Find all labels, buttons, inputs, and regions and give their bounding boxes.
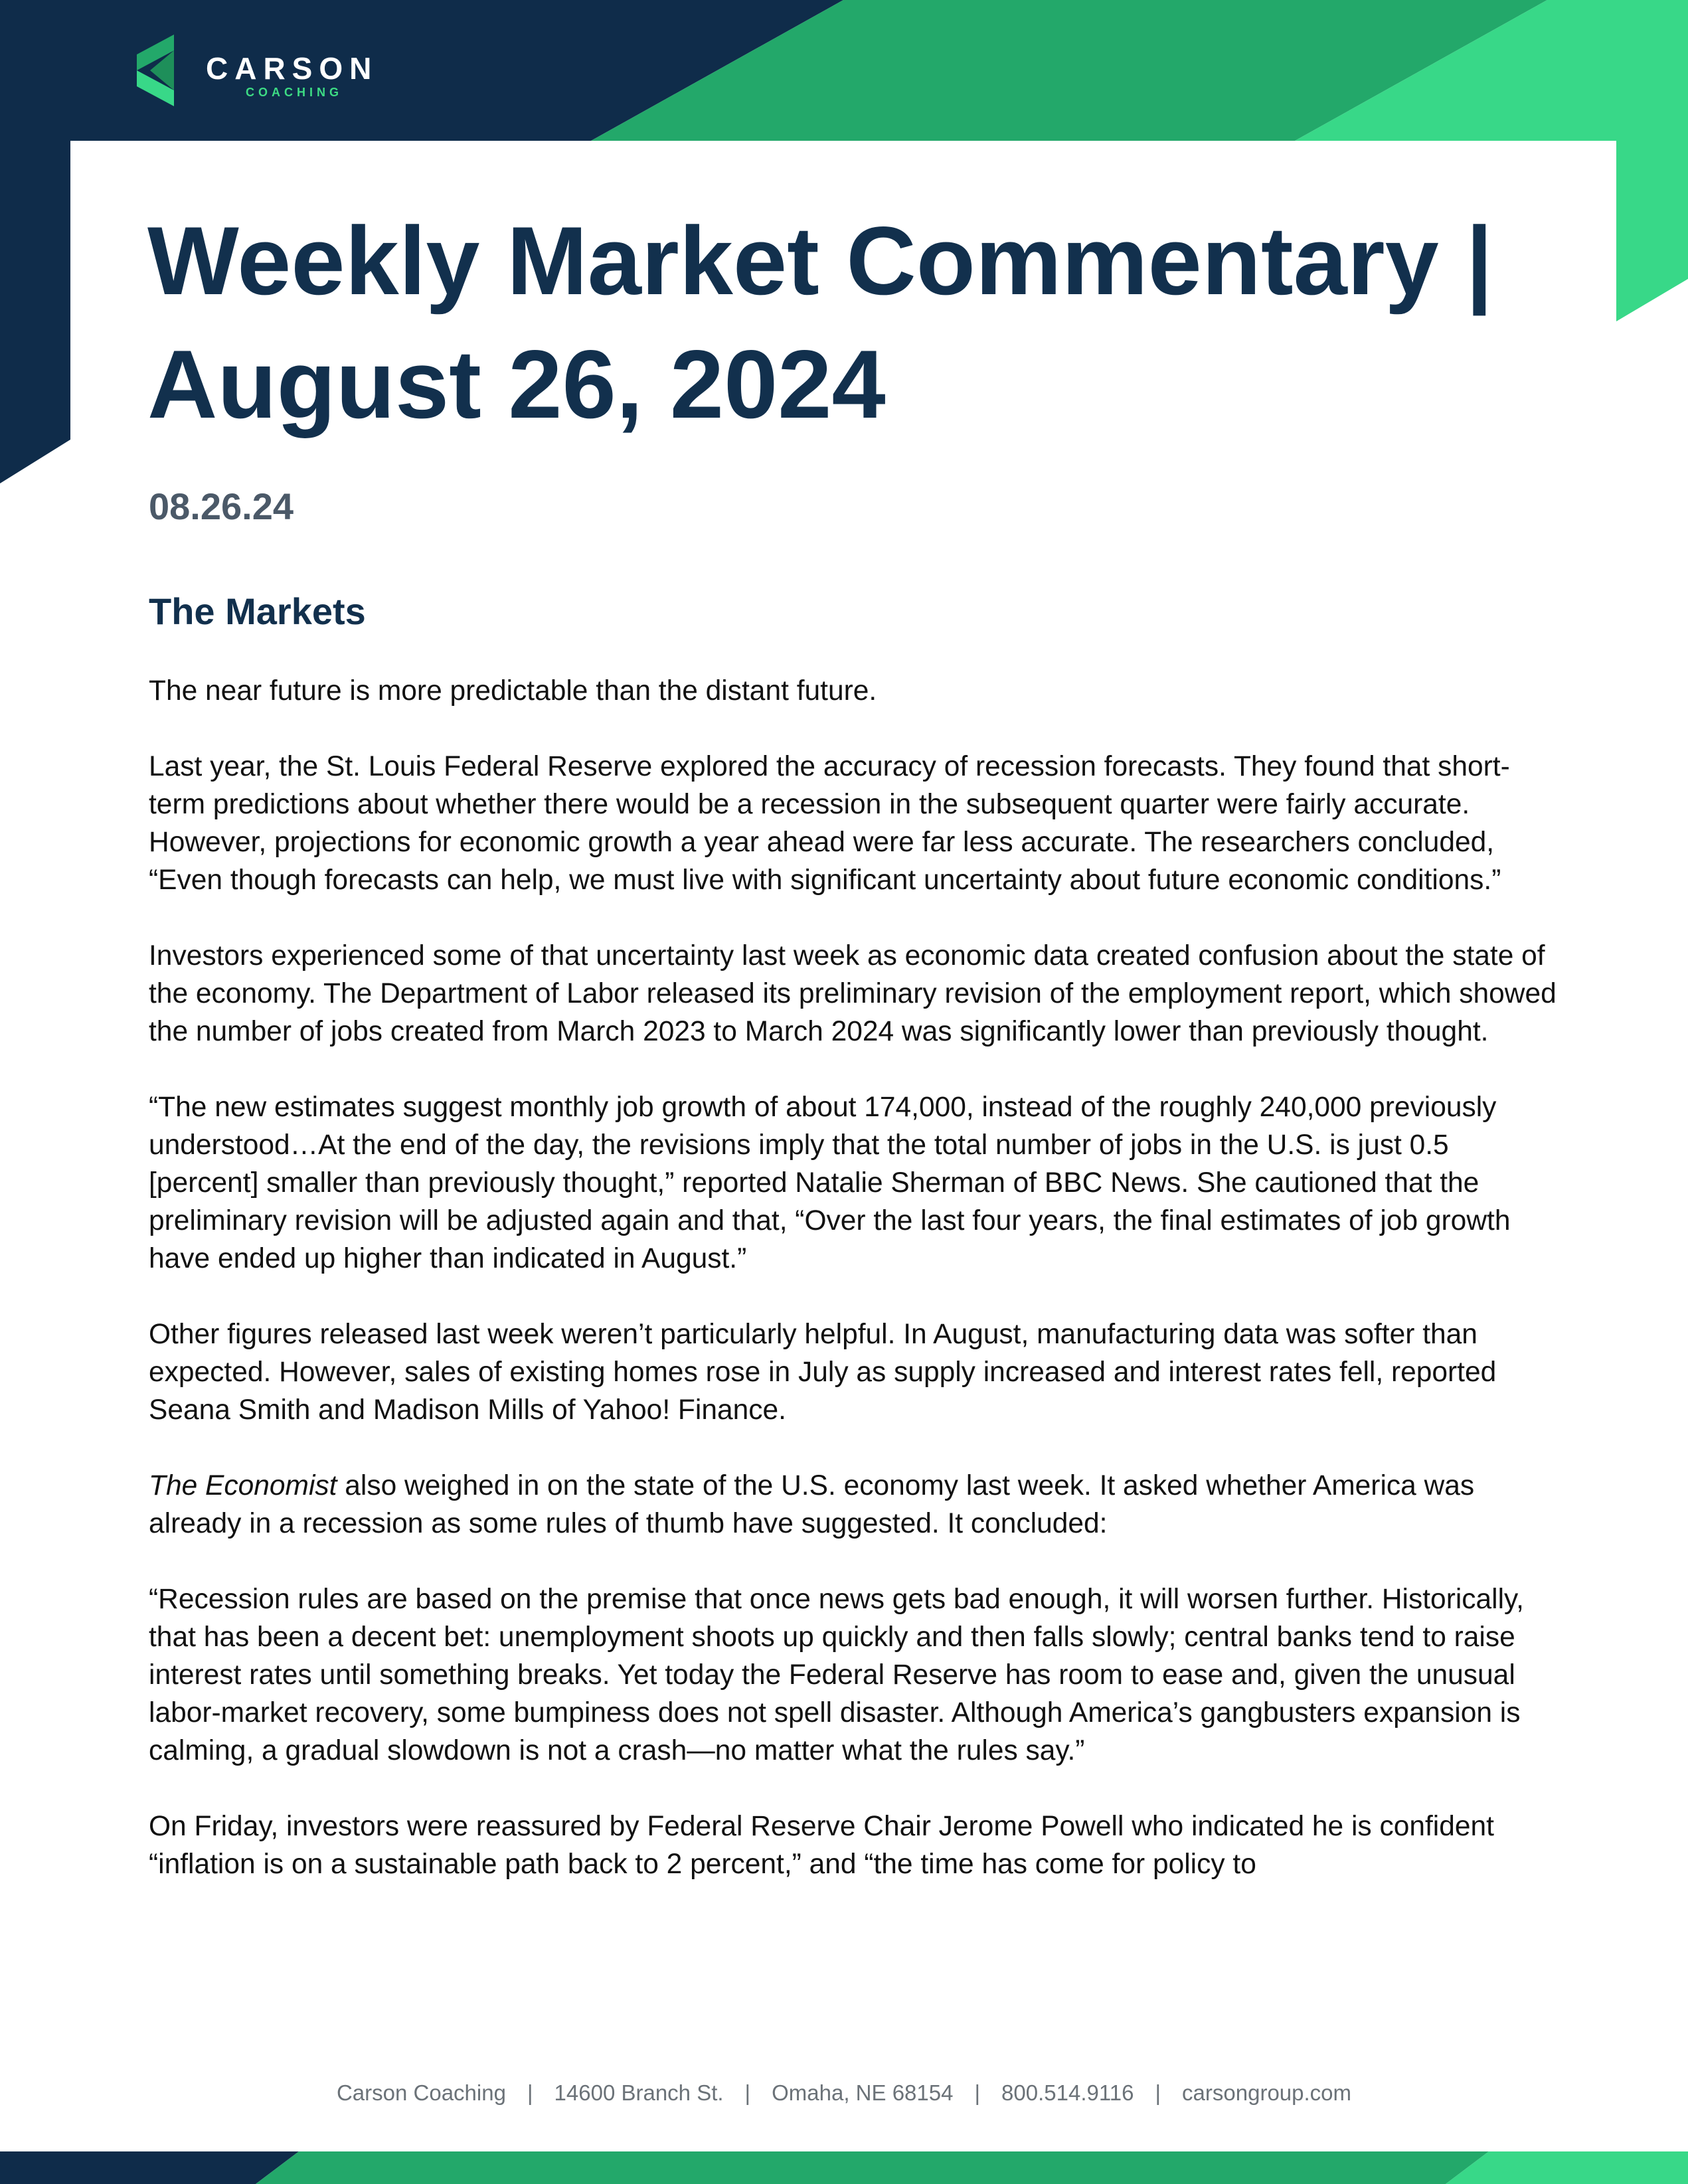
paragraph: On Friday, investors were reassured by Federal Reserve Chair Jerome Powell who indicated he is confident “inflation is on a sustainable path back to 2 percent,” and “the time has come for policy to xyxy=(149,1811,1494,1880)
footer-street: 14600 Branch St. xyxy=(554,2080,724,2105)
paragraph: The Economist also weighed in on the state of the U.S. economy last week. It asked whether America was already in a recession as some rules of thumb have suggested. It concluded: xyxy=(149,1470,1475,1539)
footer-separator: | xyxy=(527,2080,533,2105)
paragraph: “The new estimates suggest monthly job growth of about 174,000, instead of the roughly 240,000 previously understood…At the end of the day, the revisions imply that the total number of jobs in the U.S. is just 0.5 [percent] smaller than previously thought,” reported Natalie Sherman of BBC News. She cautioned that the preliminary revision will be adjusted again and that, “Over the last four years, the final estimates of job growth have ended up higher than indicated in August.” xyxy=(149,1092,1511,1274)
publication-name: The Economist xyxy=(149,1470,337,1501)
brand-name: CARSON xyxy=(206,51,379,86)
publish-date: 08.26.24 xyxy=(149,485,294,527)
page-title: Weekly Market Commentary | August 26, 2024 xyxy=(147,207,1493,438)
footer-separator: | xyxy=(744,2080,751,2105)
paragraph: “Recession rules are based on the premise that once news gets bad enough, it will worsen further. Historically, that has been a decent bet: unemployment shoots up quickly and then falls slowly; central banks tend to raise interest rates until something breaks. Yet today the Federal Reserve has room to ease and, given the unusual labor-market recovery, some bumpiness does not spell disaster. Although America’s gangbusters expansion is calming, a gradual slowdown is not a crash—no matter what the rules say.” xyxy=(149,1584,1524,1766)
footer-separator: | xyxy=(974,2080,981,2105)
paragraph: The near future is more predictable than the distant future. xyxy=(149,675,877,707)
paragraph: Last year, the St. Louis Federal Reserve explored the accuracy of recession forecasts. They found that short-term predictions about whether there would be a recession in the subsequent quarter were fairly accurate. However, projections for economic growth a year ahead were far less accurate. The researchers concluded, “Even though forecasts can help, we must live with significant uncertainty about future economic conditions.” xyxy=(149,751,1510,896)
footer-city: Omaha, NE 68154 xyxy=(772,2080,954,2105)
carson-chevron-logo-icon xyxy=(137,35,179,106)
footer-company: Carson Coaching xyxy=(336,2080,506,2105)
paragraph: Other figures released last week weren’t particularly helpful. In August, manufacturing data was softer than expected. However, sales of existing homes rose in July as supply increased and interest rates fell, reported Seana Smith and Madison Mills of Yahoo! Finance. xyxy=(149,1319,1497,1426)
section-heading: The Markets xyxy=(149,590,366,632)
footer-website-link[interactable]: carsongroup.com xyxy=(1182,2080,1352,2105)
page-footer xyxy=(0,2077,1688,2109)
footer-phone: 800.514.9116 xyxy=(1001,2080,1134,2105)
brand-subtitle: COACHING xyxy=(246,86,343,99)
footer-separator: | xyxy=(1155,2080,1161,2105)
paragraph: Investors experienced some of that uncertainty last week as economic data created confusion about the state of the economy. The Department of Labor released its preliminary revision of the employment report, which showed the number of jobs created from March 2023 to March 2024 was significantly lower than previously thought. xyxy=(149,940,1557,1047)
article-body xyxy=(149,672,1563,1883)
